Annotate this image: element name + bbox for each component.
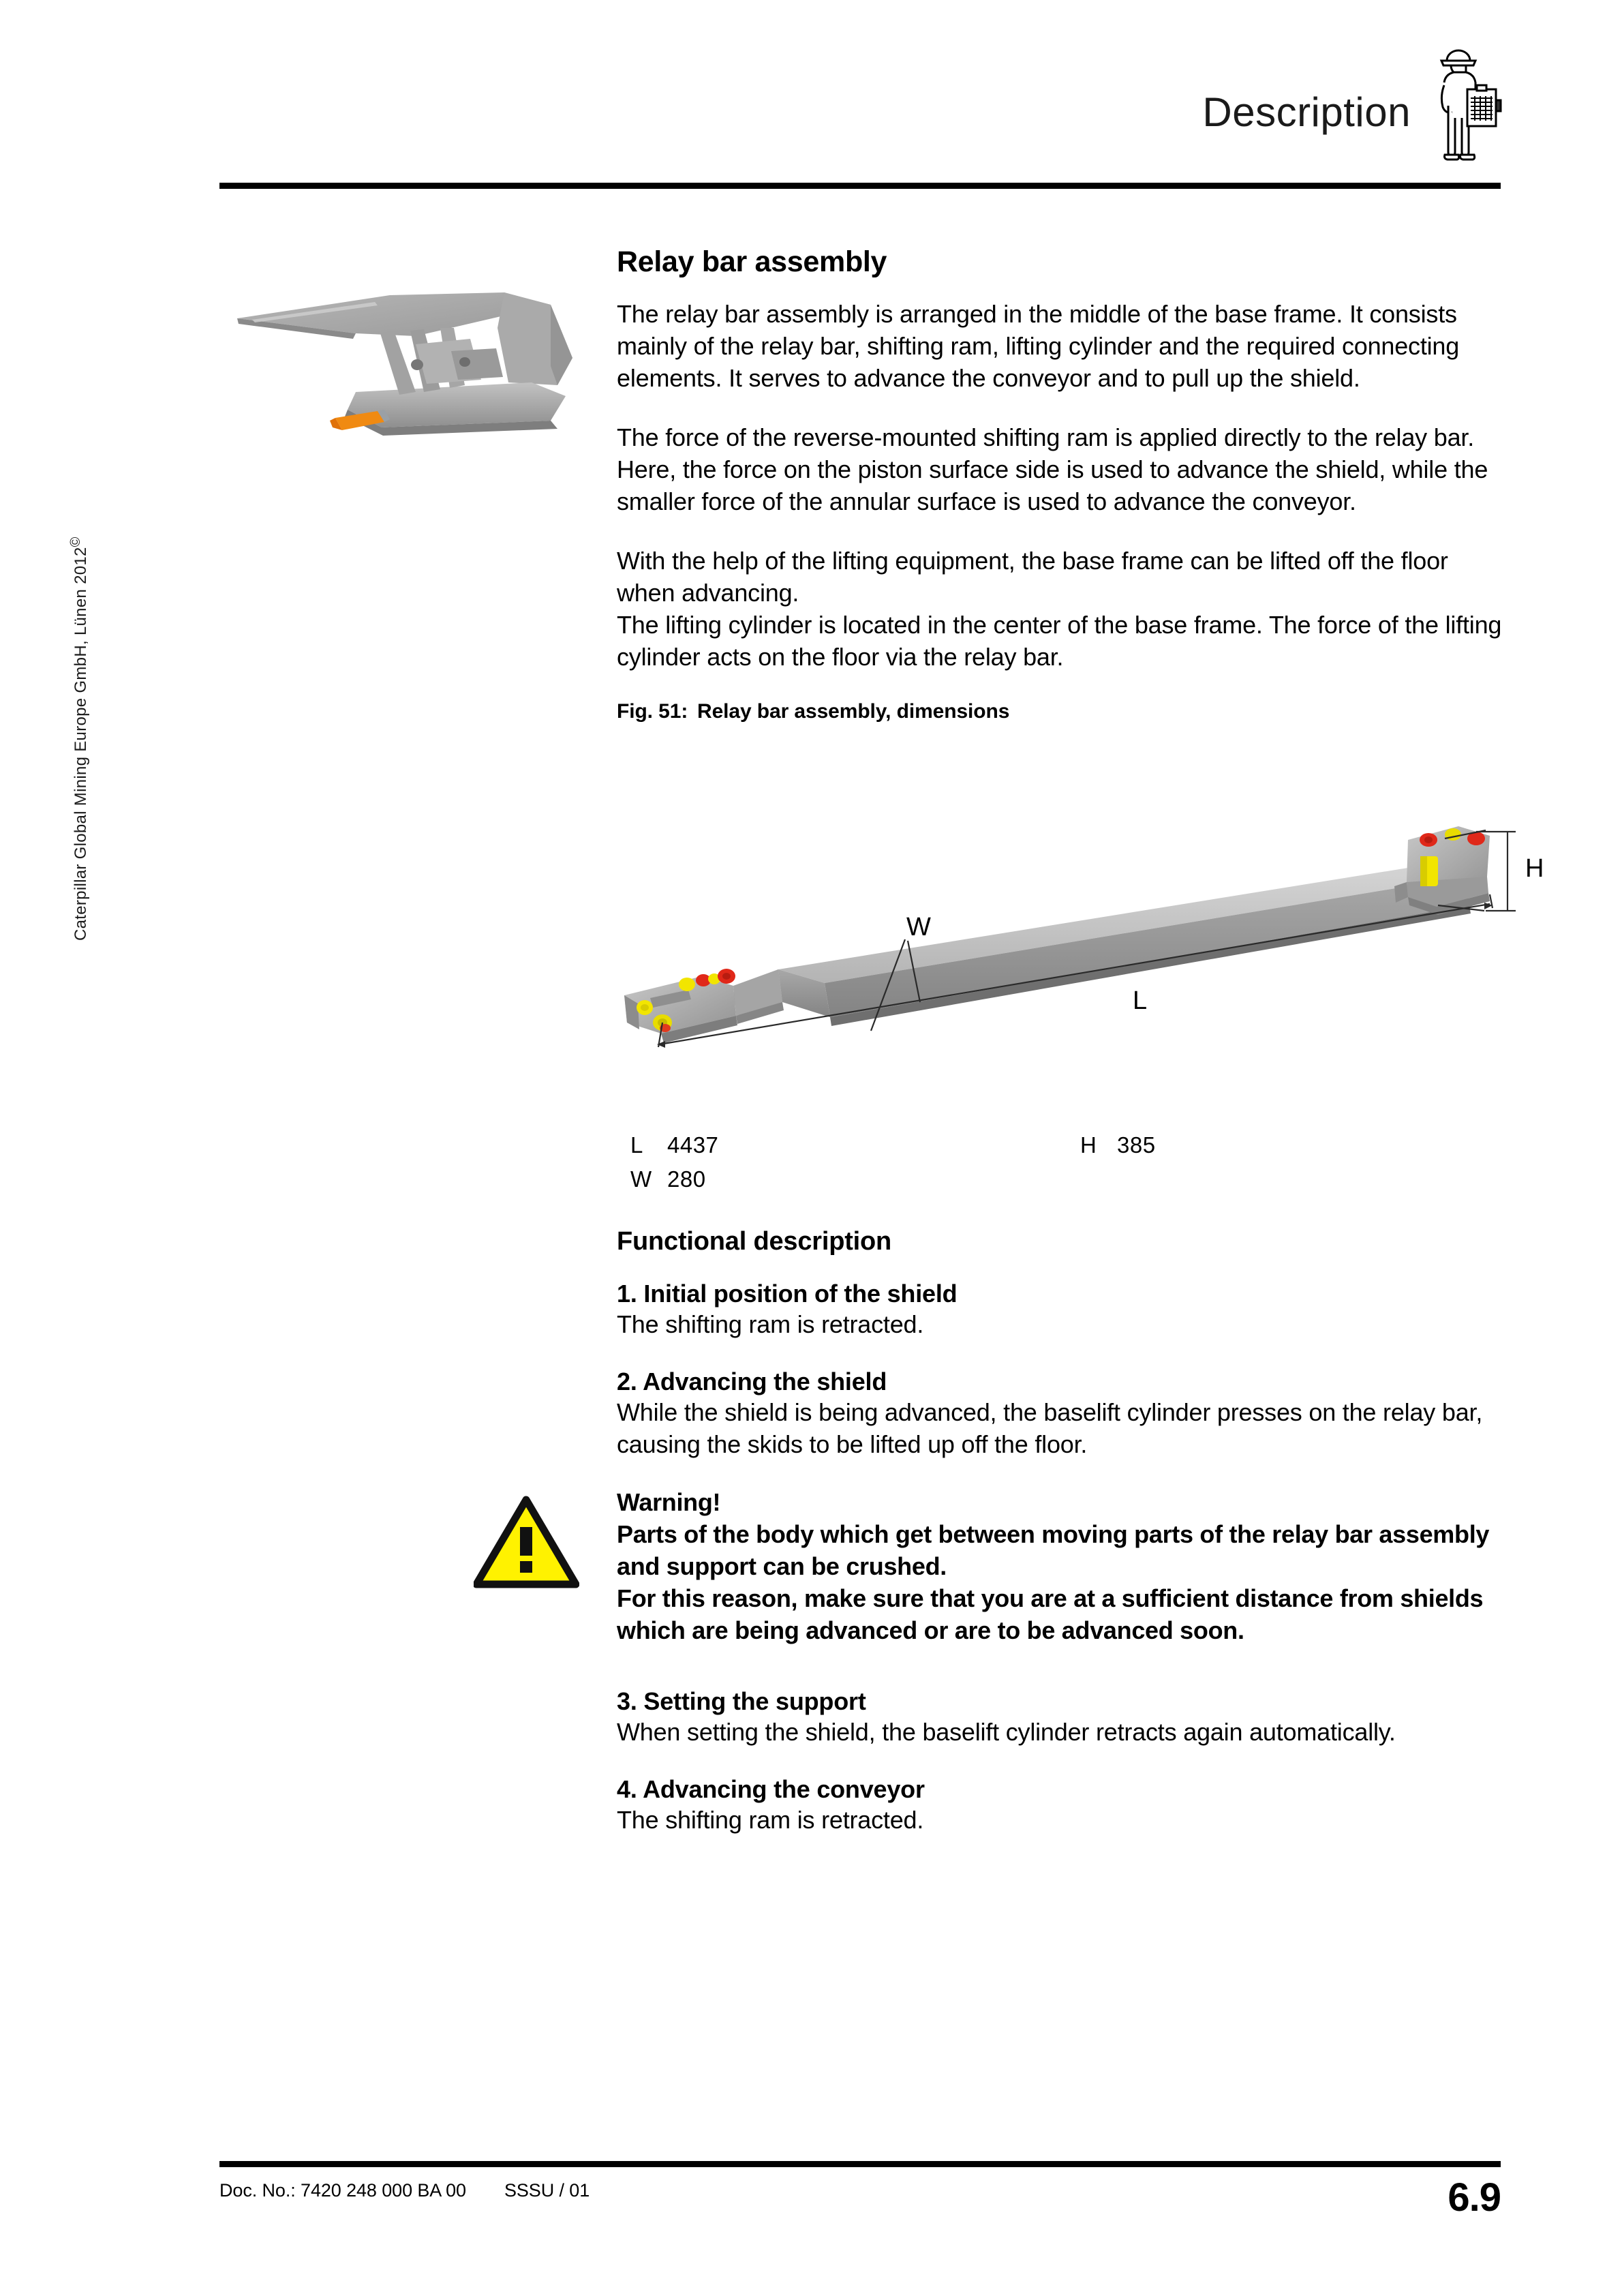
dimension-row	[630, 1128, 1516, 1162]
warning-text-block	[617, 1486, 1510, 1646]
dimension-row-h	[1080, 1128, 1156, 1162]
document-number: Doc. No.: 7420 248 000 BA 00	[219, 2180, 466, 2201]
dimension-values-list	[630, 1128, 1516, 1196]
dimension-value-h: 385	[1117, 1132, 1156, 1158]
step-heading: 4. Advancing the conveyor	[617, 1775, 925, 1803]
page-header-title: Description	[1202, 89, 1411, 135]
copyright-text: Caterpillar Global Mining Europe GmbH, Lünen 2012	[72, 547, 90, 941]
step-heading: 2. Advancing the shield	[617, 1368, 887, 1395]
dimension-value-w: 280	[667, 1166, 706, 1192]
dimension-row	[630, 1162, 1516, 1196]
warning-line: Parts of the body which get between moving parts of the relay bar assembly and support can be crushed.	[617, 1520, 1490, 1580]
step-heading: 1. Initial position of the shield	[617, 1280, 958, 1308]
step-text: When setting the shield, the baselift cylinder retracts again automatically.	[617, 1718, 1396, 1746]
dimension-label-w: W	[906, 913, 931, 941]
step-text: While the shield is being advanced, the baselift cylinder presses on the relay bar, causing the skids to be lifted up off the floor.	[617, 1398, 1483, 1458]
page-number: 6.9	[1448, 2175, 1501, 2220]
footer-metadata	[219, 2180, 590, 2201]
functional-description-title: Functional description	[617, 1227, 892, 1256]
step-text: The shifting ram is retracted.	[617, 1310, 924, 1338]
document-variant: SSSU / 01	[504, 2180, 590, 2201]
relay-bar-dimension-diagram	[600, 791, 1554, 1132]
dimension-key-l: L	[630, 1132, 643, 1158]
functional-step	[617, 1280, 1503, 1340]
page-title: Relay bar assembly	[617, 245, 887, 278]
footer-divider-rule	[219, 2161, 1501, 2167]
functional-step	[617, 1368, 1503, 1460]
dimension-label-h: H	[1525, 854, 1544, 883]
shield-canopy-assembly-thumbnail	[211, 262, 579, 447]
warning-triangle-icon	[474, 1494, 579, 1590]
main-content-column	[617, 245, 1503, 723]
dimension-key-w: W	[630, 1166, 652, 1192]
header-divider-rule	[219, 183, 1501, 189]
step-text: The shifting ram is retracted.	[617, 1806, 924, 1834]
figure-caption	[617, 700, 1503, 723]
dimension-value-l: 4437	[667, 1132, 719, 1158]
inspector-with-clipboard-icon	[1421, 37, 1503, 174]
functional-description-continued	[617, 1687, 1503, 1863]
copyright-notice	[68, 450, 91, 941]
functional-description-section	[617, 1227, 1503, 1487]
dimension-label-l: L	[1133, 986, 1148, 1015]
warning-line: For this reason, make sure that you are at a sufficient distance from shields which are being advanced or are to be advanced soon.	[617, 1584, 1484, 1644]
body-paragraph: The relay bar assembly is arranged in the middle of the base frame. It consists mainly of the relay bar, shifting ram, lifting cylinder and the required connecting elements. It serves to advance the conveyor and to pull up the shield.	[617, 300, 1460, 392]
copyright-symbol: ©	[68, 537, 83, 547]
figure-label: Fig. 51:	[617, 700, 688, 723]
body-paragraph: The force of the reverse-mounted shifting ram is applied directly to the relay bar. Here, the force on the piston surface side is used to advance the shield, while the smaller force of the annular surface is used to advance the conveyor.	[617, 423, 1488, 515]
dimension-key-h: H	[1080, 1132, 1097, 1158]
figure-caption-text: Relay bar assembly, dimensions	[697, 700, 1010, 723]
warning-title: Warning!	[617, 1488, 721, 1516]
step-heading: 3. Setting the support	[617, 1687, 866, 1715]
functional-step	[617, 1687, 1503, 1748]
functional-step	[617, 1775, 1503, 1836]
body-paragraph: With the help of the lifting equipment, the base frame can be lifted off the floor when advancing.	[617, 547, 1448, 607]
body-paragraph: The lifting cylinder is located in the center of the base frame. The force of the lifting cylinder acts on the floor via the relay bar.	[617, 611, 1502, 671]
